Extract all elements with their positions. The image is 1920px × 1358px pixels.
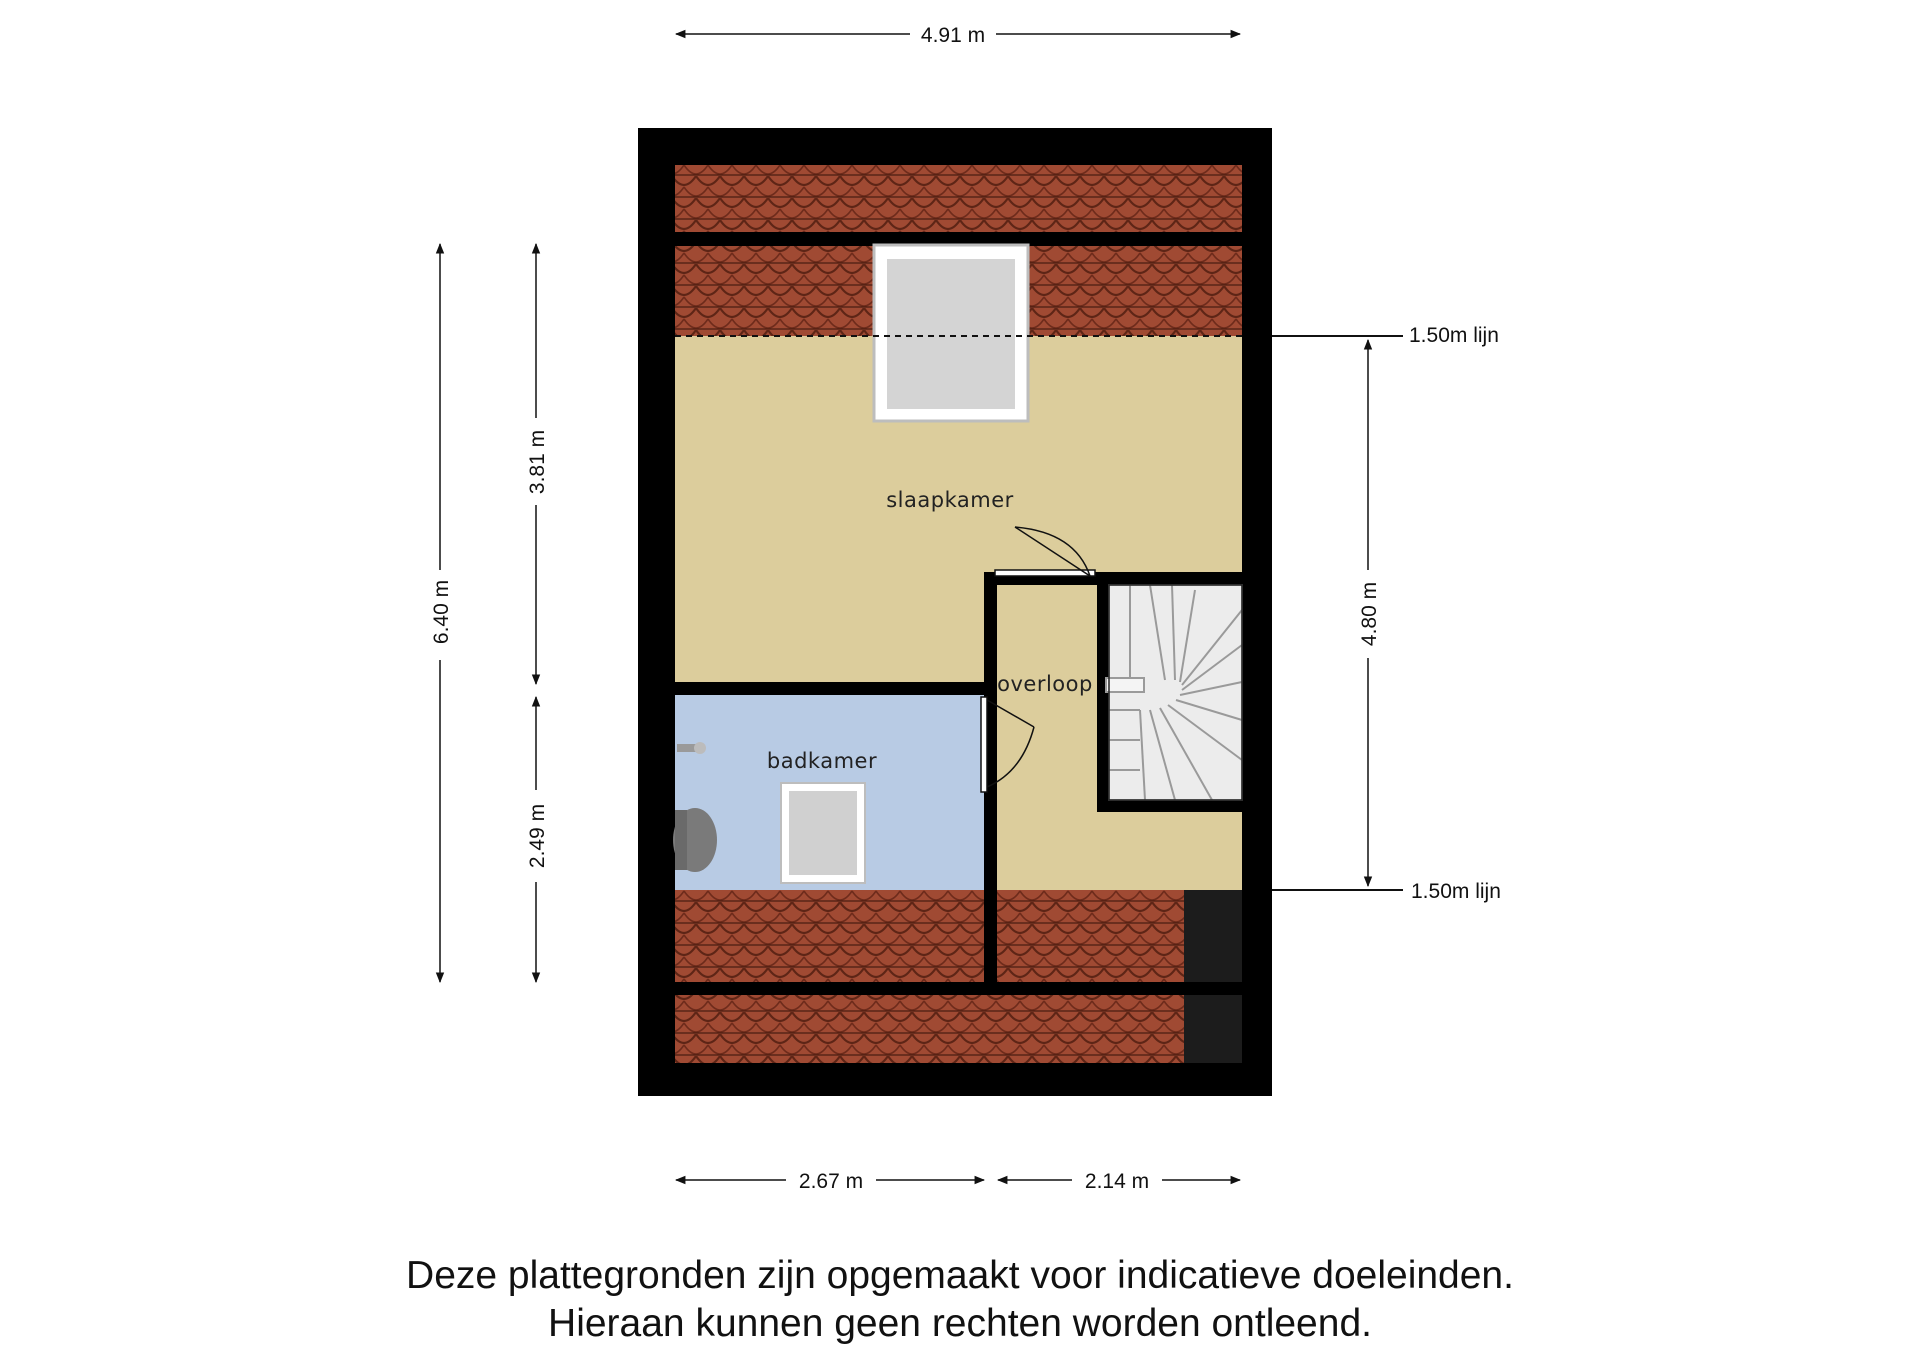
chimney-shaft (1184, 890, 1242, 1063)
svg-text:2.49 m: 2.49 m (526, 803, 549, 869)
dimension-left-lower (526, 697, 549, 982)
room-label-landing: overloop (997, 672, 1093, 696)
dimension-bottom-right (998, 1170, 1240, 1193)
room-label-bedroom: slaapkamer (886, 488, 1014, 512)
svg-text:4.91 m: 4.91 m (920, 24, 986, 47)
svg-text:3.81 m: 3.81 m (526, 429, 549, 495)
dimension-bottom-left (676, 1170, 984, 1193)
disclaimer-line-1: Deze plattegronden zijn opgemaakt voor indicatieve doeleinden. (406, 1254, 1514, 1297)
line-label-upper: 1.50m lijn (1409, 324, 1499, 347)
svg-text:2.67 m: 2.67 m (798, 1170, 864, 1193)
staircase (1106, 585, 1242, 800)
dimension-right-height (1272, 336, 1403, 890)
dimension-top-width (676, 24, 1240, 47)
disclaimer (0, 1252, 1920, 1348)
disclaimer-line-2: Hieraan kunnen geen rechten worden ontleend. (548, 1302, 1372, 1345)
dimension-left-total (430, 244, 453, 982)
svg-text:2.14 m: 2.14 m (1084, 1170, 1150, 1193)
room-label-bathroom: badkamer (766, 749, 878, 773)
svg-text:4.80 m: 4.80 m (1358, 581, 1381, 647)
line-label-lower: 1.50m lijn (1411, 880, 1501, 903)
dimension-left-upper (526, 244, 549, 684)
svg-text:6.40 m: 6.40 m (430, 579, 453, 645)
